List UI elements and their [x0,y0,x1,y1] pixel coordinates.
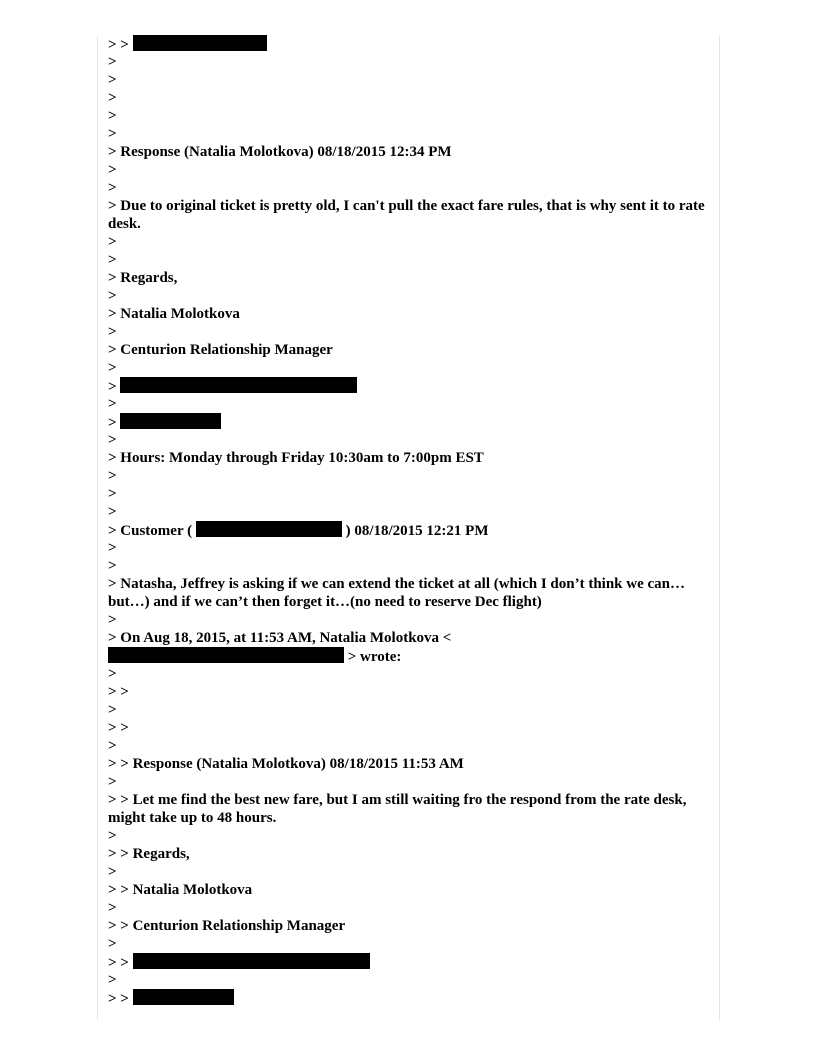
quote-line: > [108,504,117,520]
quote-line: > [108,396,117,412]
quote-line: > [108,702,117,718]
quote-line: > [108,324,117,340]
right-margin-rule [719,36,720,1020]
redaction-block [120,413,221,429]
response-header: > Response (Natalia Molotkova) 08/18/2015 12:34 PM [108,144,452,160]
signature-name: > > Natalia Molotkova [108,882,253,898]
quote-line: > [108,108,117,124]
message-text: > Due to original ticket is pretty old, I can't pull the exact fare rules, that is why sent it to rate desk. [108,198,705,232]
quote-line: > [108,54,117,70]
quote-line: > [108,486,117,502]
message-text: > > Let me find the best new fare, but I am still waiting fro the respond from the rate desk, might take up to 48 hours. [108,792,687,826]
quote-line: > [108,540,117,556]
quote-line: > [108,234,117,250]
redaction-block [108,647,344,663]
redaction-block [133,35,267,51]
quote-line: > [108,612,117,628]
email-thread [108,35,708,1007]
signature-title: > > Centurion Relationship Manager [108,918,346,934]
quote-line: > [108,432,117,448]
redaction-block [120,377,357,393]
quote-line: > [108,468,117,484]
signature-name: > Natalia Molotkova [108,306,240,322]
hours-line: > Hours: Monday through Friday 10:30am to 7:00pm EST [108,450,484,466]
quote-line: > [108,900,117,916]
quote-line: > [108,90,117,106]
customer-header: > Customer ( ) 08/18/2015 12:21 PM [108,523,489,539]
quote-line: > [108,774,117,790]
quote-line: > [108,72,117,88]
message-text: > Natasha, Jeffrey is asking if we can extend the ticket at all (which I don’t think we can…but…) and if we can’t then forget it…(no need to reserve Dec flight) [108,576,686,610]
quote-line: > > [108,720,129,736]
redaction-block [133,989,234,1005]
quote-line: > > [108,953,708,971]
quote-line: > [108,413,708,431]
signature-title: > Centurion Relationship Manager [108,342,333,358]
quote-line: > [108,972,117,988]
quote-line: > [108,377,708,395]
quote-line: > > [108,35,708,53]
redaction-block [133,953,370,969]
signature-regards: > Regards, [108,270,178,286]
quote-line: > [108,936,117,952]
quote-line: > > [108,989,708,1007]
quote-line: > [108,126,117,142]
quote-line: > [108,666,117,682]
quote-line: > > [108,684,129,700]
quote-line: > [108,162,117,178]
quote-line: > [108,828,117,844]
quote-line: > [108,180,117,196]
left-margin-rule [97,36,98,1020]
quote-line: > [108,558,117,574]
redaction-block [196,521,342,537]
quote-line: > [108,288,117,304]
signature-regards: > > Regards, [108,846,190,862]
quote-line: > [108,360,117,376]
quote-line: > [108,864,117,880]
reply-attribution: > On Aug 18, 2015, at 11:53 AM, Natalia Molotkova < [108,630,452,646]
quote-line: > [108,252,117,268]
response-header: > > Response (Natalia Molotkova) 08/18/2015 11:53 AM [108,756,464,772]
reply-attribution: > wrote: [108,647,708,665]
quote-line: > [108,738,117,754]
